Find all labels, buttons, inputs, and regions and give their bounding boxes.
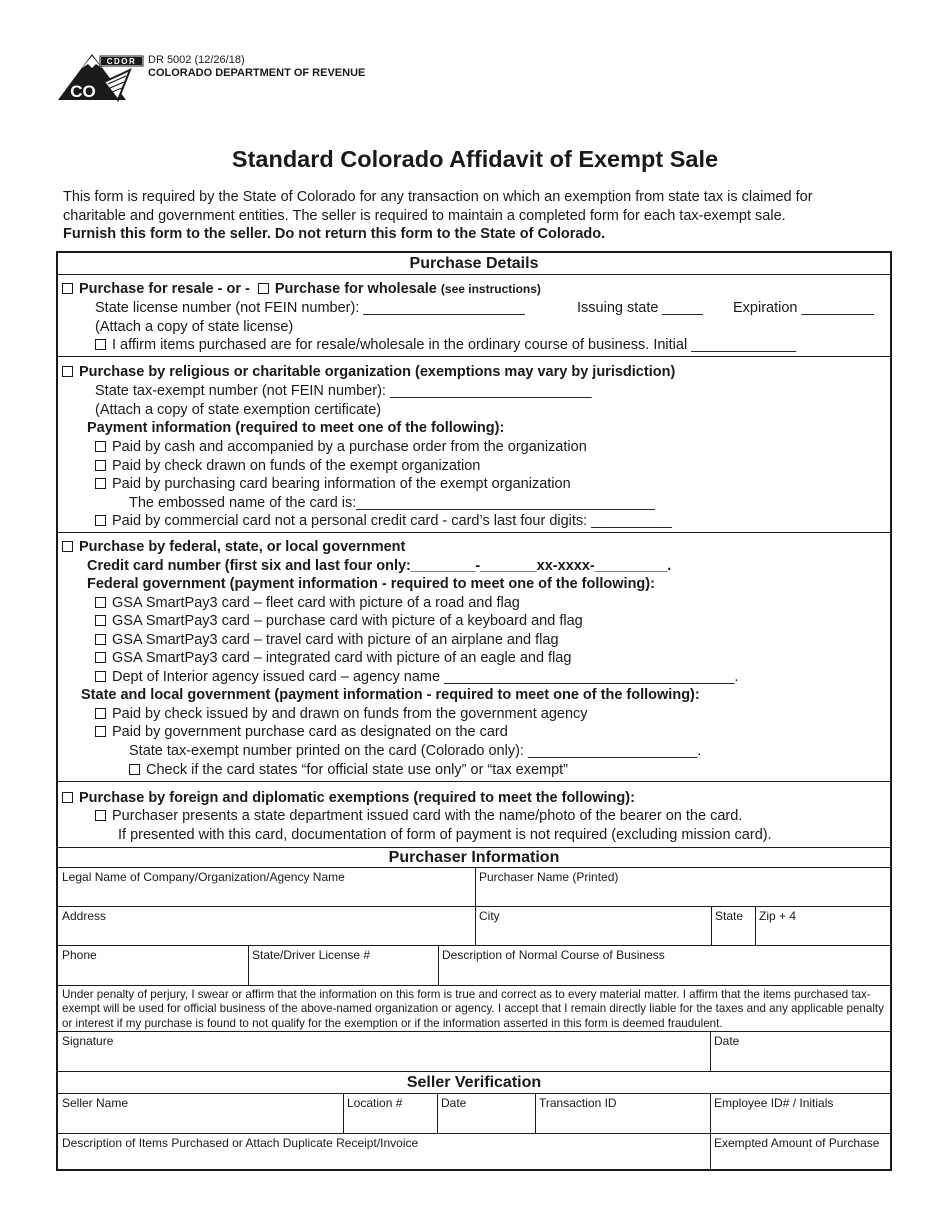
form-number: DR 5002 (12/26/18) [148,54,245,66]
divider [535,1093,536,1133]
religious-option-3-checkbox[interactable] [95,478,106,489]
religious-label: Purchase by religious or charitable organization (exemptions may vary by jurisdiction) [79,364,676,380]
religious-row [62,364,675,380]
state-local-heading: State and local government (payment information - required to meet one of the following): [81,687,700,703]
divider [437,1093,438,1133]
intro-line-3: Furnish this form to the seller. Do not return this form to the State of Colorado. [63,226,606,242]
divider [58,1093,890,1094]
state-license-field[interactable]: State license number (not FEIN number): ____________________ [95,300,525,316]
form-frame [56,251,892,1171]
legal-name-field[interactable]: Legal Name of Company/Organization/Agency Name [62,870,345,884]
divider [58,1071,890,1072]
divider [711,906,712,945]
affirm-resale-checkbox[interactable] [95,339,106,350]
divider [58,356,890,357]
federal-option-1 [95,595,520,611]
embossed-name-field[interactable]: The embossed name of the card is:_____________________________________ [129,495,655,511]
religious-option-3-label: Paid by purchasing card bearing information of the exempt organization [112,476,571,492]
federal-option-2 [95,613,583,629]
resale-or: - or - [213,281,254,297]
department-name: COLORADO DEPARTMENT OF REVENUE [148,67,366,79]
affirm-resale-label[interactable]: I affirm items purchased are for resale/wholesale in the ordinary course of business. Initial _____________ [112,337,797,353]
intro-line-1: This form is required by the State of Colorado for any transaction on which an exemption from state tax is claimed for [63,189,813,205]
religious-option-4-checkbox[interactable] [95,515,106,526]
divider [58,781,890,782]
signature-field[interactable]: Signature [62,1034,114,1048]
divider [710,1093,711,1171]
address-field[interactable]: Address [62,909,107,923]
divider [58,274,890,275]
divider [58,847,890,848]
federal-option-2-label: GSA SmartPay3 card – purchase card with picture of a keyboard and flag [112,613,583,629]
federal-option-3-label: GSA SmartPay3 card – travel card with picture of an airplane and flag [112,632,559,648]
city-field[interactable]: City [479,909,500,923]
seller-date-field[interactable]: Date [441,1096,467,1110]
purchase-details-heading: Purchase Details [409,255,539,272]
purchaser-name-field[interactable]: Purchaser Name (Printed) [479,870,619,884]
official-use-label: Check if the card states “for official state use only” or “tax exempt” [146,762,569,778]
foreign-row [62,790,635,806]
wholesale-checkbox[interactable] [258,283,269,294]
divider [438,945,439,985]
religious-option-2-checkbox[interactable] [95,460,106,471]
religious-option-1-label: Paid by cash and accompanied by a purchase order from the organization [112,439,587,455]
state-option-2-label: Paid by government purchase card as designated on the card [112,724,508,740]
resale-row [62,281,541,297]
logo-state: CO [70,82,96,101]
intro-text [63,188,893,244]
government-label: Purchase by federal, state, or local government [79,539,406,555]
religious-option-2 [95,458,480,474]
divider [58,532,890,533]
state-option-1 [95,706,588,722]
divider [248,945,249,985]
foreign-option-1-label: Purchaser presents a state department issued card with the name/photo of the bearer on the card. [112,808,743,824]
credit-card-field[interactable]: Credit card number (first six and last four only:________-_______xx-xxxx-_________. [87,558,672,574]
religious-option-2-label: Paid by check drawn on funds of the exempt organization [112,458,481,474]
state-card-number-field[interactable]: State tax-exempt number printed on the card (Colorado only): _____________________. [129,743,702,759]
signature-date-field[interactable]: Date [714,1034,740,1048]
state-option-2-checkbox[interactable] [95,726,106,737]
see-instructions: (see instructions) [440,282,541,296]
federal-option-4-checkbox[interactable] [95,652,106,663]
page-title: Standard Colorado Affidavit of Exempt Sale [231,146,719,172]
issuing-state-field[interactable]: Issuing state _____ [577,300,703,316]
exempted-amount-field[interactable]: Exempted Amount of Purchase [714,1136,880,1150]
payment-info-heading: Payment information (required to meet one of the following): [87,420,505,436]
federal-option-4-label: GSA SmartPay3 card – integrated card with picture of an eagle and flag [112,650,572,666]
location-field[interactable]: Location # [347,1096,403,1110]
divider [58,867,890,868]
wholesale-label: Purchase for wholesale [274,281,437,297]
attach-exemption-note: (Attach a copy of state exemption certificate) [95,402,382,418]
government-row [62,539,405,555]
form-header [56,52,456,104]
transaction-id-field[interactable]: Transaction ID [539,1096,617,1110]
official-use-checkbox[interactable] [129,764,140,775]
federal-option-1-label: GSA SmartPay3 card – fleet card with picture of a road and flag [112,595,520,611]
perjury-statement: Under penalty of perjury, I swear or affirm that the information on this form is true and correct as to every material matter. I affirm that the items purchased tax-exempt will be used for official business of the above-named organization or agency. I accept that I remain directly liable for the taxes and any applicable penalty or interest if my purchase is found to not qualify for the exemption or if the information asserted in this form is deemed fraudulent. [62,988,884,1030]
resale-label: Purchase for resale [79,281,214,297]
zip-field[interactable]: Zip + 4 [759,909,797,923]
foreign-option-1-checkbox[interactable] [95,810,106,821]
employee-id-field[interactable]: Employee ID# / Initials [714,1096,834,1110]
state-option-2 [95,724,508,740]
foreign-note: If presented with this card, documentation of form of payment is not required (excluding mission card). [118,827,772,843]
federal-option-3-checkbox[interactable] [95,634,106,645]
divider [343,1093,344,1133]
divider [58,1133,890,1134]
religious-option-1 [95,439,587,455]
religious-checkbox[interactable] [62,366,73,377]
affirm-resale-row [95,337,796,353]
government-checkbox[interactable] [62,541,73,552]
seller-name-field[interactable]: Seller Name [62,1096,129,1110]
federal-option-4 [95,650,571,666]
federal-option-5 [95,669,738,685]
divider [755,906,756,945]
federal-option-2-checkbox[interactable] [95,615,106,626]
foreign-checkbox[interactable] [62,792,73,803]
federal-heading: Federal government (payment information - required to meet one of the following): [87,576,655,592]
state-tax-exempt-field[interactable]: State tax-exempt number (not FEIN number): _________________________ [95,383,592,399]
federal-option-5-label[interactable]: Dept of Interior agency issued card – agency name ____________________________________. [112,669,739,685]
phone-field[interactable]: Phone [62,948,97,962]
divider [58,985,890,986]
state-option-1-label: Paid by check issued by and drawn on funds from the government agency [112,706,588,722]
intro-line-2: charitable and government entities. The seller is required to maintain a completed form for each tax-exempt sale. [63,207,786,224]
religious-option-1-checkbox[interactable] [95,441,106,452]
business-description-field[interactable]: Description of Normal Course of Business [442,948,665,962]
resale-checkbox[interactable] [62,283,73,294]
divider [58,906,890,907]
divider [710,1031,711,1071]
items-description-field[interactable]: Description of Items Purchased or Attach Duplicate Receipt/Invoice [62,1136,419,1150]
foreign-label: Purchase by foreign and diplomatic exemptions (required to meet the following): [79,790,635,806]
religious-option-3 [95,476,571,492]
divider [58,1031,890,1032]
state-option-1-checkbox[interactable] [95,708,106,719]
religious-option-4-label[interactable]: Paid by commercial card not a personal credit card - card’s last four digits: __________ [112,513,672,529]
state-field[interactable]: State [715,909,744,923]
logo-letters: CDOR [106,57,137,66]
expiration-field[interactable]: Expiration _________ [733,300,875,316]
federal-option-1-checkbox[interactable] [95,597,106,608]
divider [58,945,890,946]
religious-option-4 [95,513,672,529]
foreign-option-1 [95,808,742,824]
federal-option-5-checkbox[interactable] [95,671,106,682]
attach-license-note: (Attach a copy of state license) [95,319,294,335]
purchaser-info-heading: Purchaser Information [388,849,560,866]
cdor-logo [56,52,144,102]
driver-license-field[interactable]: State/Driver License # [252,948,371,962]
official-use-row [129,762,568,778]
federal-option-3 [95,632,559,648]
seller-verification-heading: Seller Verification [406,1074,542,1091]
